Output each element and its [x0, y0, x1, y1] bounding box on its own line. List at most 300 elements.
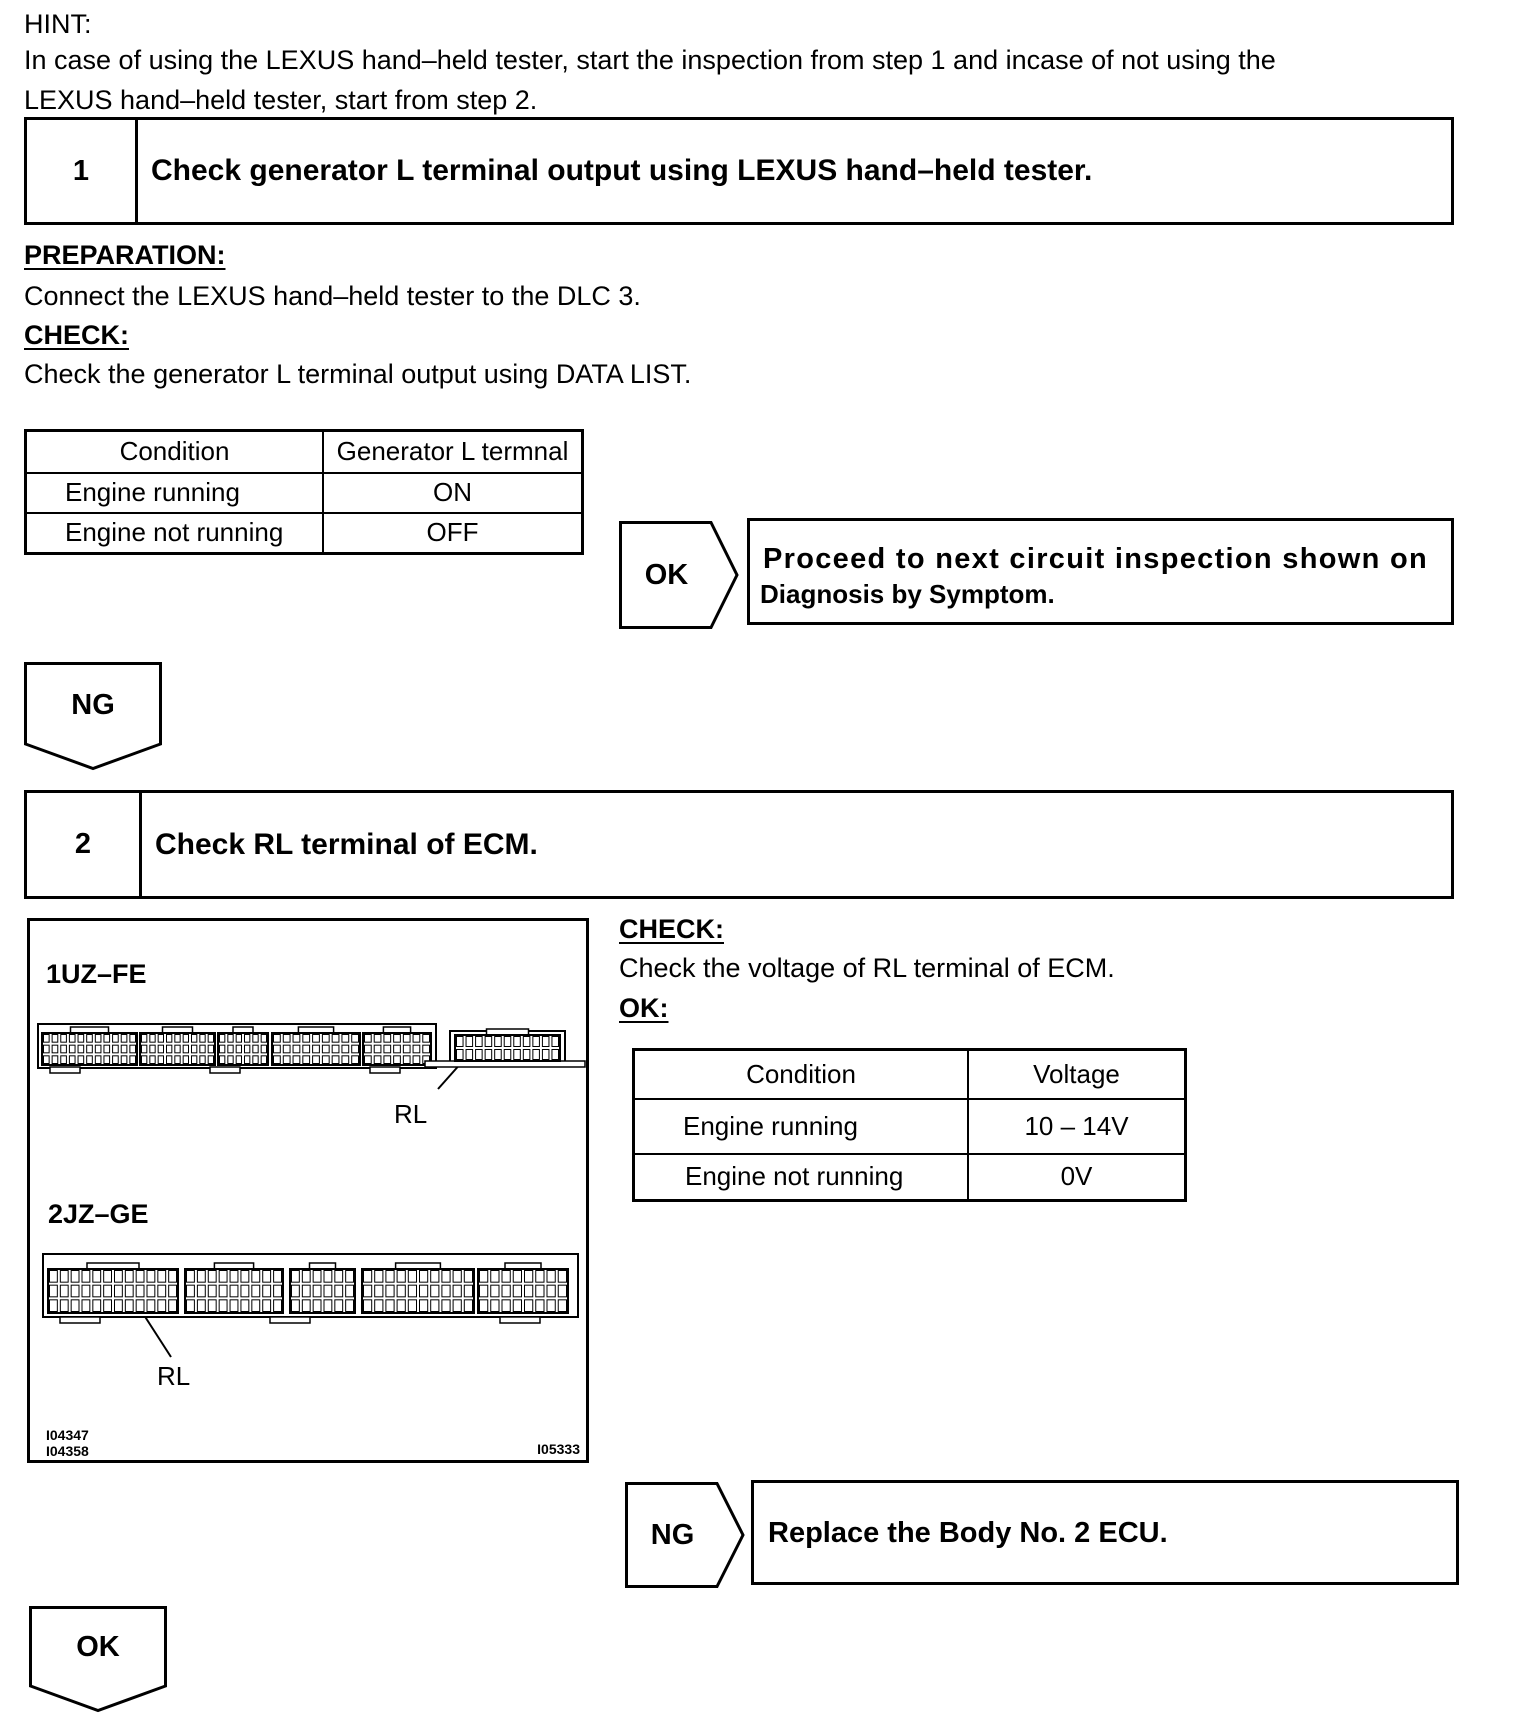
engine-label-1uz: 1UZ–FE: [46, 959, 147, 989]
connector-pin: [104, 1035, 110, 1043]
connector-pin: [61, 1035, 67, 1043]
connector-pin: [352, 1045, 359, 1053]
connector-pin: [208, 1056, 213, 1064]
connector-pin: [364, 1285, 372, 1297]
connector-pin: [303, 1056, 310, 1064]
check-text: Check the generator L terminal output using DATA LIST.: [24, 359, 692, 389]
connector-pin: [431, 1285, 439, 1297]
connector-pin: [121, 1056, 127, 1064]
connector-pin: [293, 1045, 300, 1053]
connector-pin: [313, 1300, 321, 1312]
connector-pin: [82, 1285, 90, 1297]
table-header-row: [634, 1050, 1186, 1099]
connector-pin: [136, 1285, 144, 1297]
connector-pin: [386, 1271, 394, 1283]
table-row: [634, 1154, 1186, 1201]
connector-pin: [420, 1300, 428, 1312]
step-number: 1: [27, 120, 138, 222]
connector-pin: [386, 1300, 394, 1312]
ok-arrow-label: OK: [76, 1630, 120, 1663]
connector-pin: [384, 1035, 391, 1043]
generator-spec-table: [24, 429, 584, 555]
connector-pin: [150, 1045, 155, 1053]
connector-pin: [408, 1300, 416, 1312]
connector-pin: [245, 1056, 250, 1064]
rl-label-1uz: RL: [394, 1099, 428, 1129]
connector-pin: [125, 1271, 133, 1283]
connector-pin: [44, 1035, 50, 1043]
connector-pin: [113, 1035, 119, 1043]
connector-pin: [175, 1035, 180, 1043]
connector-pin: [228, 1056, 233, 1064]
connector-pin: [125, 1300, 133, 1312]
connector-pin: [142, 1056, 147, 1064]
connector-pin: [442, 1285, 450, 1297]
connector-pin: [241, 1300, 249, 1312]
hint-text-line1: In case of using the LEXUS hand–held tester, start the inspection from step 1 and incase of not using the: [24, 45, 1276, 75]
connector-pin: [536, 1271, 544, 1283]
connector-pin: [261, 1035, 266, 1043]
connector-pin: [93, 1300, 101, 1312]
connector-pin: [365, 1056, 372, 1064]
connector-pin: [420, 1285, 428, 1297]
connector-pin: [480, 1285, 488, 1297]
connector-pin: [274, 1271, 282, 1283]
table-cell: ON: [323, 473, 583, 513]
connector-pin: [192, 1056, 197, 1064]
ng-result-box: [751, 1480, 1459, 1585]
connector-pin: [121, 1045, 127, 1053]
connector-pin: [453, 1285, 461, 1297]
connector-pin: [220, 1045, 225, 1053]
connector-pin: [335, 1300, 343, 1312]
connector-pin: [95, 1045, 101, 1053]
connector-pin: [44, 1056, 50, 1064]
connector-pin: [386, 1285, 394, 1297]
connector-pin: [93, 1271, 101, 1283]
ok-spec-label: OK:: [619, 993, 669, 1023]
connector-pin: [403, 1056, 410, 1064]
step-number: 2: [27, 793, 142, 896]
connector-pin: [302, 1300, 310, 1312]
connector-pin: [230, 1300, 238, 1312]
connector-pin: [476, 1037, 483, 1047]
connector-drawing: [30, 921, 586, 1460]
connector-pin: [491, 1271, 499, 1283]
connector-pin: [403, 1035, 410, 1043]
connector-pin: [274, 1035, 281, 1043]
connector-pin: [491, 1300, 499, 1312]
check-text: Check the voltage of RL terminal of ECM.: [619, 953, 1115, 983]
connector-pin: [169, 1271, 177, 1283]
connector-pin: [192, 1035, 197, 1043]
connector-pin: [513, 1271, 521, 1283]
table-cell: Engine not running: [634, 1154, 969, 1201]
table-row: [634, 1099, 1186, 1154]
connector-pin: [183, 1035, 188, 1043]
connector-pin: [208, 1271, 216, 1283]
figure-code-2: I04358: [46, 1443, 89, 1459]
connector-pin: [480, 1271, 488, 1283]
connector-pin: [253, 1045, 258, 1053]
table-cell: Engine running: [26, 473, 324, 513]
step-title: Check RL terminal of ECM.: [155, 827, 538, 861]
connector-pin: [313, 1285, 321, 1297]
connector-pin: [219, 1300, 227, 1312]
connector-pin: [313, 1056, 320, 1064]
connector-pin: [183, 1045, 188, 1053]
connector-pin: [245, 1045, 250, 1053]
connector-pin: [236, 1035, 241, 1043]
connector-pin: [403, 1045, 410, 1053]
connector-pin: [261, 1056, 266, 1064]
connector-pin: [495, 1037, 502, 1047]
connector-pin: [197, 1285, 205, 1297]
connector-pin: [130, 1035, 136, 1043]
connector-pin: [504, 1037, 511, 1047]
connector-pin: [78, 1045, 84, 1053]
connector-pin: [397, 1271, 405, 1283]
connector-pin: [60, 1300, 68, 1312]
connector-pin: [147, 1300, 155, 1312]
connector-pin: [158, 1045, 163, 1053]
table-cell: OFF: [323, 513, 583, 554]
connector-pin: [252, 1285, 260, 1297]
preparation-text: Connect the LEXUS hand–held tester to the DLC 3.: [24, 281, 641, 311]
connector-block: [218, 1033, 268, 1065]
connector-pin: [130, 1056, 136, 1064]
connector-pin: [442, 1300, 450, 1312]
connector-pin: [197, 1271, 205, 1283]
connector-pin: [514, 1050, 521, 1060]
connector-pin: [44, 1045, 50, 1053]
connector-pin: [558, 1300, 566, 1312]
table-header: Voltage: [968, 1050, 1186, 1099]
diagnosis-link[interactable]: Diagnosis by Symptom: [760, 579, 1048, 609]
ok-result-line2: Diagnosis by Symptom.: [760, 579, 1055, 609]
table-cell: 10 – 14V: [968, 1099, 1186, 1154]
connector-pin: [136, 1300, 144, 1312]
connector-pin: [158, 1285, 166, 1297]
connector-pin: [50, 1300, 58, 1312]
connector-pin: [158, 1300, 166, 1312]
connector-pin: [525, 1300, 533, 1312]
connector-pin: [322, 1035, 329, 1043]
connector-pin: [525, 1285, 533, 1297]
connector-pin: [50, 1285, 58, 1297]
connector-pin: [78, 1056, 84, 1064]
connector-pin: [408, 1271, 416, 1283]
connector-pin: [502, 1285, 510, 1297]
connector-pin: [397, 1285, 405, 1297]
connector-pin: [60, 1271, 68, 1283]
connector-pin: [82, 1300, 90, 1312]
connector-pin: [274, 1045, 281, 1053]
connector-pin: [313, 1045, 320, 1053]
connector-pin: [158, 1271, 166, 1283]
connector-pin: [303, 1035, 310, 1043]
connector-pin: [104, 1285, 112, 1297]
connector-pin: [346, 1300, 354, 1312]
connector-pin: [533, 1050, 540, 1060]
connector-pin: [485, 1050, 492, 1060]
connector-pin: [364, 1271, 372, 1283]
table-header: Generator L termnal: [323, 431, 583, 473]
connector-pin: [283, 1056, 290, 1064]
connector-pin: [274, 1300, 282, 1312]
table-cell: 0V: [968, 1154, 1186, 1201]
engine-label-2jz: 2JZ–GE: [48, 1199, 149, 1229]
connector-pin: [283, 1045, 290, 1053]
connector-pin: [104, 1045, 110, 1053]
connector-pin: [552, 1037, 559, 1047]
connector-pin: [352, 1035, 359, 1043]
connector-pin: [324, 1300, 332, 1312]
connector-pin: [263, 1285, 271, 1297]
connector-pin: [346, 1271, 354, 1283]
table-cell: Engine running: [634, 1099, 969, 1154]
connector-pin: [95, 1035, 101, 1043]
connector-pin: [236, 1056, 241, 1064]
connector-pin: [147, 1271, 155, 1283]
connector-pin: [464, 1285, 472, 1297]
step1-header: [24, 117, 1454, 225]
connector-pin: [335, 1271, 343, 1283]
connector-pin: [150, 1056, 155, 1064]
ng-result-text: Replace the Body No. 2 ECU.: [768, 1516, 1168, 1549]
connector-pin: [322, 1045, 329, 1053]
connector-pin: [183, 1056, 188, 1064]
connector-pin: [104, 1271, 112, 1283]
figure-code-1: I04347: [46, 1427, 89, 1443]
connector-pin: [263, 1271, 271, 1283]
connector-pin: [150, 1035, 155, 1043]
connector-pin: [219, 1285, 227, 1297]
connector-pin: [136, 1271, 144, 1283]
connector-pin: [547, 1300, 555, 1312]
connector-pin: [457, 1050, 464, 1060]
connector-pin: [245, 1035, 250, 1043]
connector-pin: [61, 1056, 67, 1064]
connector-pin: [69, 1056, 75, 1064]
connector-pin: [302, 1271, 310, 1283]
connector-pin: [167, 1035, 172, 1043]
connector-pin: [375, 1271, 383, 1283]
connector-pin: [453, 1300, 461, 1312]
connector-pin: [130, 1045, 136, 1053]
connector-pin: [253, 1035, 258, 1043]
connector-pin: [125, 1285, 133, 1297]
connector-pin: [220, 1056, 225, 1064]
connector-pin: [413, 1045, 420, 1053]
connector-pin: [523, 1050, 530, 1060]
preparation-label: PREPARATION:: [24, 240, 226, 270]
connector-pin: [78, 1035, 84, 1043]
connector-pin: [104, 1300, 112, 1312]
connector-pin: [292, 1271, 300, 1283]
hint-label: HINT:: [24, 9, 92, 39]
connector-pin: [142, 1045, 147, 1053]
connector-pin: [147, 1285, 155, 1297]
connector-pin: [431, 1271, 439, 1283]
connector-pin: [322, 1056, 329, 1064]
connector-pin: [187, 1285, 195, 1297]
connector-pin: [485, 1037, 492, 1047]
table-row: [26, 473, 583, 513]
connector-pin: [87, 1056, 93, 1064]
connector-pin: [187, 1271, 195, 1283]
connector-pin: [261, 1045, 266, 1053]
ecm-connector-diagram: [27, 918, 589, 1463]
connector-pin: [60, 1285, 68, 1297]
connector-pin: [167, 1056, 172, 1064]
connector-pin: [104, 1056, 110, 1064]
connector-pin: [365, 1045, 372, 1053]
connector-pin: [464, 1300, 472, 1312]
voltage-spec-table: [632, 1048, 1187, 1202]
connector-pin: [375, 1300, 383, 1312]
connector-pin: [219, 1271, 227, 1283]
connector-pin: [536, 1285, 544, 1297]
connector-pin: [352, 1056, 359, 1064]
connector-pin: [313, 1271, 321, 1283]
connector-pin: [335, 1285, 343, 1297]
connector-pin: [313, 1035, 320, 1043]
connector-pin: [274, 1285, 282, 1297]
connector-pin: [61, 1045, 67, 1053]
connector-pin: [253, 1056, 258, 1064]
ng-arrow-label: NG: [71, 688, 115, 721]
connector-pin: [491, 1285, 499, 1297]
table-header-row: [26, 431, 583, 473]
connector-pin: [208, 1035, 213, 1043]
connector-pin: [558, 1285, 566, 1297]
ok-result-box: [747, 518, 1454, 625]
connector-pin: [169, 1300, 177, 1312]
connector-pin: [542, 1037, 549, 1047]
connector-pin: [384, 1056, 391, 1064]
rl-label-2jz: RL: [157, 1361, 191, 1391]
connector-pin: [292, 1285, 300, 1297]
connector-pin: [52, 1056, 58, 1064]
connector-pin: [167, 1045, 172, 1053]
connector-pin: [457, 1037, 464, 1047]
connector-pin: [413, 1035, 420, 1043]
connector-pin: [283, 1035, 290, 1043]
connector-pin: [547, 1285, 555, 1297]
connector-pin: [342, 1035, 349, 1043]
connector-pin: [374, 1056, 381, 1064]
step-title: Check generator L terminal output using LEXUS hand–held tester.: [151, 154, 1093, 187]
connector-pin: [208, 1300, 216, 1312]
connector-pin: [263, 1300, 271, 1312]
connector-pin: [324, 1285, 332, 1297]
connector-pin: [52, 1045, 58, 1053]
connector-pin: [71, 1300, 79, 1312]
connector-pin: [69, 1035, 75, 1043]
table-row: [26, 513, 583, 554]
table-header: Condition: [26, 431, 324, 473]
connector-pin: [208, 1285, 216, 1297]
connector-pin: [374, 1035, 381, 1043]
connector-pin: [293, 1035, 300, 1043]
connector-pin: [466, 1050, 473, 1060]
ok-arrow-label: OK: [644, 558, 689, 591]
connector-pin: [502, 1271, 510, 1283]
connector-pin: [332, 1035, 339, 1043]
connector-pin: [230, 1285, 238, 1297]
connector-pin: [252, 1271, 260, 1283]
connector-pin: [302, 1285, 310, 1297]
connector-pin: [197, 1300, 205, 1312]
connector-pin: [558, 1271, 566, 1283]
connector-pin: [420, 1271, 428, 1283]
connector-pin: [95, 1056, 101, 1064]
connector-pin: [175, 1045, 180, 1053]
connector-pin: [547, 1271, 555, 1283]
connector-pin: [413, 1056, 420, 1064]
connector-pin: [292, 1300, 300, 1312]
connector-pin: [397, 1300, 405, 1312]
figure-code-3: I05333: [537, 1441, 580, 1457]
connector-foot: [370, 1067, 400, 1073]
connector-pin: [342, 1045, 349, 1053]
connector-pin: [121, 1035, 127, 1043]
connector-pin: [423, 1035, 430, 1043]
connector-pin: [346, 1285, 354, 1297]
connector-pin: [364, 1300, 372, 1312]
connector-pin: [158, 1035, 163, 1043]
check-label: CHECK:: [619, 914, 724, 944]
connector-pin: [384, 1045, 391, 1053]
connector-pin: [504, 1050, 511, 1060]
connector-pin: [187, 1300, 195, 1312]
connector-pin: [408, 1285, 416, 1297]
connector-pin: [192, 1045, 197, 1053]
table-cell: Engine not running: [26, 513, 324, 554]
connector-pin: [536, 1300, 544, 1312]
connector-foot: [270, 1317, 310, 1323]
connector-pin: [431, 1300, 439, 1312]
connector-pin: [466, 1037, 473, 1047]
connector-pin: [394, 1045, 401, 1053]
connector-pin: [93, 1285, 101, 1297]
connector-pin: [115, 1271, 123, 1283]
connector-pin: [365, 1035, 372, 1043]
connector-pin: [115, 1285, 123, 1297]
connector-pin: [71, 1271, 79, 1283]
connector-pin: [523, 1037, 530, 1047]
hint-text-line2: LEXUS hand–held tester, start from step 2.: [24, 85, 538, 115]
connector-pin: [332, 1045, 339, 1053]
ng-arrow-label: NG: [650, 1518, 695, 1551]
connector-pin: [394, 1035, 401, 1043]
connector-pin: [87, 1035, 93, 1043]
connector-pin: [464, 1271, 472, 1283]
connector-pin: [453, 1271, 461, 1283]
connector-pin: [169, 1285, 177, 1297]
connector-foot: [500, 1317, 540, 1323]
connector-pin: [220, 1035, 225, 1043]
connector-pin: [241, 1271, 249, 1283]
connector-pin: [175, 1056, 180, 1064]
connector-pin: [69, 1045, 75, 1053]
connector-foot: [50, 1067, 80, 1073]
connector-pin: [442, 1271, 450, 1283]
connector-pin: [525, 1271, 533, 1283]
connector-pin: [374, 1045, 381, 1053]
connector-pin: [158, 1056, 163, 1064]
